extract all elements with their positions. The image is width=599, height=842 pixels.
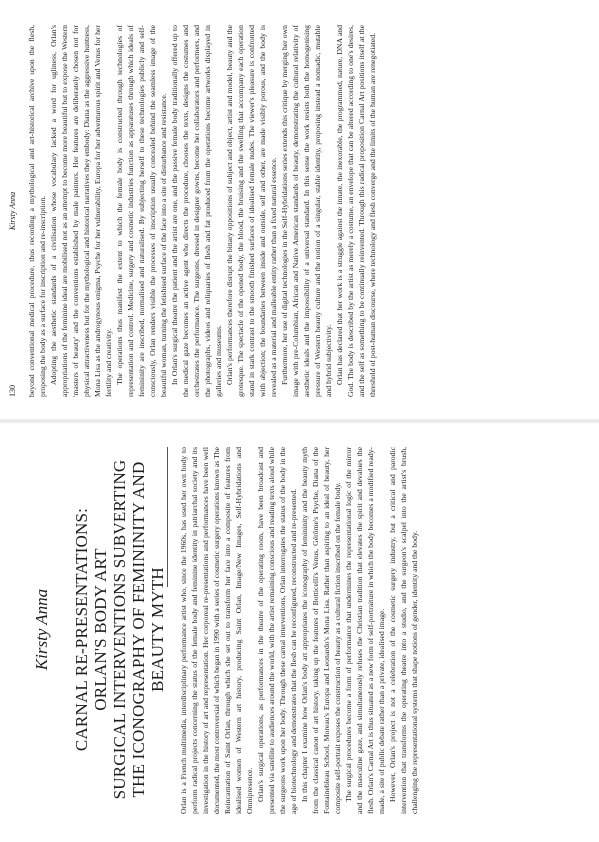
chapter-title-line: BEAUTY MYTH (148, 567, 167, 692)
chapter-title-line: SURGICAL INTERVENTIONS SUBVERTING (110, 459, 129, 800)
chapter-title-line: THE ICONOGRAPHY OF FEMININITY AND (129, 461, 148, 798)
body-paragraph: Orlan's performances therefore disrupt the binary oppositions of subject and object, artist and model, beauty and the grotesque. The spectacle of the opened body, the blood, the bruising and the swelling that accompany each operation stand in stark contrast to the smooth finished surfaces of idealised female nudes. The viewer's pleasure is confronted with abjection; the boundaries between inside and outside, self and other, are made visibly porous, and the body is revealed as a material and malleable entity rather than a fixed natural essence. (225, 25, 278, 397)
page-body-text (26, 25, 586, 397)
body-paragraph: However, Orlan's project is not a celebration of the cosmetic surgery industry, but a critical and parodic intervention that transforms the operating theatre into a studio, and the surgeon's scalpel into the artist's brush, challenging the representational systems that shape notions of gender, identity and the body. (388, 447, 419, 814)
chapter-title (72, 447, 167, 812)
running-head (8, 25, 22, 397)
page-number: 130 (8, 385, 17, 397)
body-paragraph: beyond conventional medical procedure, thus recording a mythological and art-historical archive upon the flesh, proposing the body as a surface for inscription and re-inscription. (27, 25, 47, 397)
body-paragraph: Orlan's surgical operations, as performances in the theatre of the operating room, have been broadcast and presented via satellite to audiences around the world, with the artist remaining conscious and reading texts aloud while the surgeons work upon her body. Through these carnal interventions, Orlan interrogates the status of the body in the age of biotechnology and demonstrates that the flesh can be reconfigured, reconstructed and re-presented. (256, 447, 298, 814)
body-paragraph: Furthermore, her use of digital technologies in the Self-Hybridations series extends this critique by merging her own image with pre-Columbian, African and Native American standards of beauty, demonstrating the cultural relativity of aesthetic ideals and the impossibility of a universal standard. In this sense the work resists both the homogenising pressure of Western beauty culture and the notion of a singular, stable identity, proposing instead a nomadic, mutable and hybrid subjectivity. (280, 25, 333, 397)
title-divider-rule (167, 447, 168, 587)
body-paragraph: Orlan has declared that her work is a struggle against the innate, the inexorable, the programmed, nature, DNA and God. The body is described by the artist as merely a costume, an envelope that can be altered according to one's desires, and the self as something to be continually reinvented. Through this radical proposition Carnal Art positions itself at the threshold of post-human discourse, where technology and flesh converge and the limits of the human are renegotiated. (335, 25, 377, 397)
body-paragraph: The surgical procedures become a form of performance that undermines the representational logic of the mirror and the masculine gaze, and simultaneously refuses the Christian tradition that elevates the spirit and devalues the flesh. Orlan's Carnal Art is thus situated as a new form of self-portraiture in which the body becomes a modified ready-made, a site of public debate rather than a private, idealised image. (344, 447, 386, 814)
chapter-title-line: ORLAN'S BODY ART (91, 548, 110, 711)
body-paragraph: Adopting the aesthetic standards of a civilisation whose vocabulary lacked a word for ugliness, Orlan's appropriations of the feminine ideal are mobilised not as an attempt to become more beautiful but to expose the Western 'masters of beauty' and the conventions established by male painters. Her features are deliberately chosen not for physical attractiveness but for the mythological and historical narratives they embody: Diana as the aggressive huntress, Mona Lisa as the androgynous enigma, Psyche for her vulnerability, Europa for her adventurous spirit and Venus for her fertility and creativity. (49, 25, 113, 397)
running-title: Kirsty Anna (8, 191, 17, 231)
chapter-title-line: CARNAL RE-PRESENTATIONS: (72, 507, 91, 752)
body-paragraph: The operations thus manifest the extent to which the female body is constructed through technologies of representation and control. Medicine, surgery and cosmetic industries function as apparatuses through which ideals of femininity are inscribed, normalised and naturalised. By subjecting herself to these technologies publicly and self-consciously, Orlan renders visible the processes of inscription usually concealed behind the seamless image of the beautiful woman, turning the fetishised surface of the face into a site of disturbance and resistance. (115, 25, 168, 397)
body-paragraph: Orlan is a French multimedia, interdisciplinary performance artist who, since the 1960s, has used her own body to perform radical projects concerning the status of the female body and feminine identity in patriarchal society and its investigation in the history of art and representation. Her corporeal re-presentations and performances have been well documented, the most controversial of which began in 1990 with a series of cosmetic surgery operations known as The Reincarnation of Saint Orlan, through which she set out to transform her face into a composite of features from idealised women of Western art history, producing Saint Orlan, Image/New Images, Self-Hybridations and Omnipresence. (179, 447, 254, 814)
body-paragraph: In this chapter I examine how Orlan's body art appropriates the iconography of femininity and the beauty myth from the classical canon of art history, taking up the features of Botticelli's Venus, Gérôme's Psyche, Diana of the Fontainebleau School, Moreau's Europa and Leonardo's Mona Lisa. Rather than aspiring to an ideal of beauty, her composite self-portrait exposes the construction of beauty as a cultural fiction inscribed on the female body. (300, 447, 342, 814)
chapter-body-text (178, 447, 583, 814)
body-paragraph: In Orlan's surgical theatre the patient and the artist are one, and the passive female body traditionally offered up to the medical gaze becomes an active agent who directs the procedure, chooses the texts, designs the costumes and orchestrates the performance. The surgeons, dressed in designer gowns, become her collaborators and performers, and the photographs, videos and reliquaries of flesh and fat produced from the operations become artworks displayed in galleries and museums. (170, 25, 223, 397)
chapter-author: Kirsty Anna (32, 588, 51, 671)
chapter-opening-page (0, 421, 599, 842)
